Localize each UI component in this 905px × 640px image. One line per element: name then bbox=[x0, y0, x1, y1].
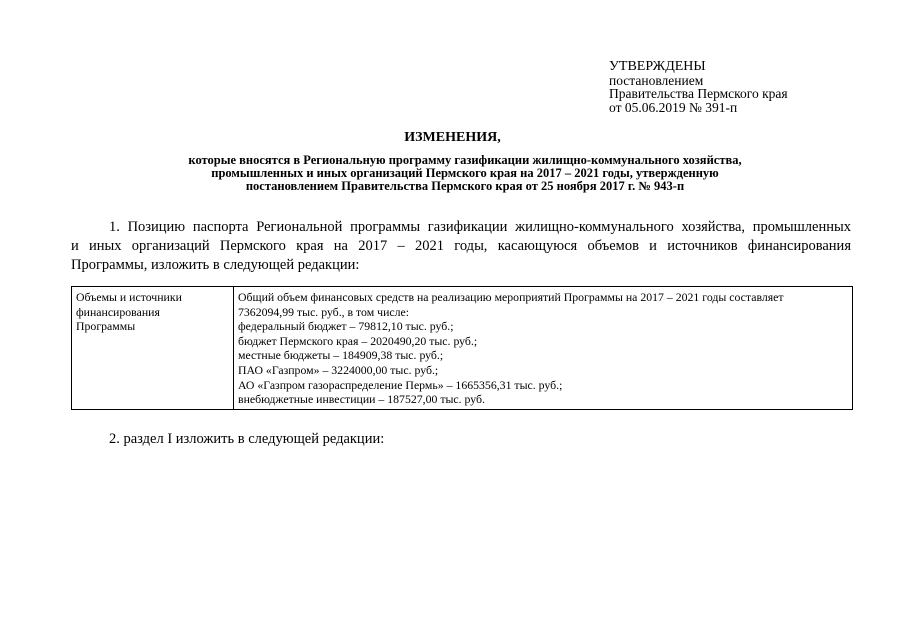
approval-heading: УТВЕРЖДЕНЫ bbox=[609, 59, 706, 74]
content-line: федеральный бюджет – 79812,10 тыс. руб.; bbox=[238, 319, 454, 334]
document-title: ИЗМЕНЕНИЯ, bbox=[404, 130, 501, 145]
content-line: бюджет Пермского края – 2020490,20 тыс. руб.; bbox=[238, 333, 478, 348]
paragraph-1 bbox=[71, 218, 851, 275]
financing-label-cell bbox=[72, 287, 234, 410]
table-row bbox=[72, 287, 853, 410]
content-line: местные бюджеты – 184909,38 тыс. руб.; bbox=[238, 348, 444, 363]
content-line: внебюджетные инвестиции – 187527,00 тыс. руб. bbox=[238, 392, 485, 407]
approval-block bbox=[609, 60, 788, 114]
subtitle-line: которые вносятся в Региональную программу газификации жилищно-коммунального хозяйства, bbox=[188, 153, 742, 167]
paragraph-line: Программы, изложить в следующей редакции: bbox=[71, 257, 360, 273]
approval-line: постановлением bbox=[609, 72, 704, 88]
approval-line: от 05.06.2019 № 391-п bbox=[609, 99, 738, 115]
label-line: Программы bbox=[76, 319, 136, 334]
content-line: Общий объем финансовых средств на реализацию мероприятий Программы на 2017 – 2021 годы составляет bbox=[238, 290, 784, 304]
financing-table bbox=[71, 286, 853, 410]
document-subtitle bbox=[110, 154, 820, 193]
subtitle-line: постановлением Правительства Пермского края от 25 ноября 2017 г. № 943-п bbox=[245, 179, 685, 193]
paragraph-line: и иных организаций Пермского края на 2017 – 2021 годы, касающуюся объемов и источников финансирования bbox=[71, 238, 851, 254]
content-line: 7362094,99 тыс. руб., в том числе: bbox=[238, 304, 410, 319]
content-line: ПАО «Газпром» – 3224000,00 тыс. руб.; bbox=[238, 362, 439, 377]
financing-content-cell bbox=[234, 287, 853, 410]
subtitle-line: промышленных и иных организаций Пермского края на 2017 – 2021 годы, утвержденную bbox=[211, 166, 719, 180]
approval-line: Правительства Пермского края bbox=[609, 86, 788, 101]
content-line: АО «Газпром газораспределение Пермь» – 1665356,31 тыс. руб.; bbox=[238, 377, 563, 392]
label-line: Объемы и источники bbox=[76, 290, 182, 304]
label-line: финансирования bbox=[76, 304, 160, 319]
paragraph-line: 1. Позицию паспорта Региональной программы газификации жилищно-коммунального хозяйства, промышленных bbox=[109, 219, 851, 235]
paragraph-2: 2. раздел I изложить в следующей редакции: bbox=[109, 431, 385, 447]
